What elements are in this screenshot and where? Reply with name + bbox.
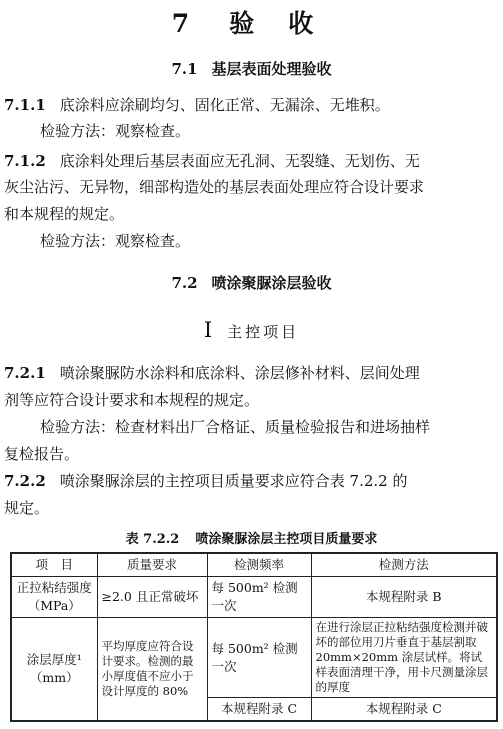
clause-text-line: 规定。	[4, 499, 50, 517]
clause-text-line: 灰尘沾污、无异物，细部构造处的基层表面处理应符合设计要求	[4, 178, 425, 196]
section-number: 7.1	[171, 60, 198, 78]
inspection-method: 检验方法：观察检查。	[40, 232, 191, 250]
chapter-number: 7	[171, 9, 192, 38]
table-cell-requirement: ≥2.0 且正常破坏	[97, 577, 207, 618]
table-row	[11, 577, 497, 618]
clause-text: 底涂料应涂刷均匀、固化正常、无漏涂、无堆积。	[59, 96, 390, 114]
section-heading-7-2	[0, 272, 503, 293]
table-cell-requirement: 平均厚度应符合设计要求。检测的最小厚度值不应小于设计厚度的 80%	[97, 618, 207, 722]
table-cell-method: 本规程附录 C	[311, 698, 497, 722]
table-header-row	[11, 553, 497, 577]
clause-number: 7.1.1	[4, 96, 46, 114]
subsection-heading	[0, 318, 503, 342]
chapter-title-char: 收	[288, 9, 316, 38]
table-caption	[0, 528, 503, 547]
clause-text: 底涂料处理后基层表面应无孔洞、无裂缝、无划伤、无	[59, 152, 420, 170]
column-header: 项 目	[11, 553, 97, 577]
clause-text: 喷涂聚脲防水涂料和底涂料、涂层修补材料、层间处理	[59, 364, 420, 382]
clause-7-1-1	[4, 94, 390, 115]
inspection-method-line: 复检报告。	[4, 445, 80, 463]
section-title: 基层表面处理验收	[211, 60, 332, 78]
section-title: 喷涂聚脲涂层验收	[211, 274, 332, 292]
inspection-method: 检验方法：观察检查。	[40, 122, 191, 140]
clause-text-line: 剂等应符合设计要求和本规程的规定。	[4, 391, 260, 409]
clause-number: 7.1.2	[4, 152, 46, 170]
table-cell-method: 在进行涂层正拉粘结强度检测并破坏的部位用刀片垂直于基层割取 20mm×20mm 涂层试样。将试样表面清理干净，用卡尺测量涂层的厚度	[311, 618, 497, 698]
clause-text: 喷涂聚脲涂层的主控项目质量要求应符合表 7.2.2 的	[59, 472, 408, 490]
column-header: 质量要求	[97, 553, 207, 577]
clause-text-line: 和本规程的规定。	[4, 205, 125, 223]
table-cell-frequency: 每 500m² 检测一次	[207, 618, 311, 698]
column-header: 检测频率	[207, 553, 311, 577]
column-header: 检测方法	[311, 553, 497, 577]
section-number: 7.2	[171, 274, 198, 292]
quality-requirements-table	[10, 552, 498, 722]
subsection-roman-numeral: Ⅰ	[203, 318, 216, 342]
clause-number: 7.2.1	[4, 364, 46, 382]
table-row	[11, 618, 497, 698]
table-cell-frequency: 每 500m² 检测一次	[207, 577, 311, 618]
clause-7-2-1	[4, 362, 420, 383]
section-heading-7-1	[0, 58, 503, 79]
chapter-title-char: 验	[229, 9, 257, 38]
clause-number: 7.2.2	[4, 472, 46, 490]
table-cell-method: 本规程附录 B	[311, 577, 497, 618]
table-cell-frequency: 本规程附录 C	[207, 698, 311, 722]
table-number: 表 7.2.2	[125, 532, 180, 547]
subsection-title: 主控项目	[227, 323, 300, 341]
chapter-title	[0, 4, 503, 40]
table-cell-item: 涂层厚度¹（mm）	[11, 618, 97, 722]
inspection-method: 检验方法：检查材料出厂合格证、质量检验报告和进场抽样	[40, 418, 431, 436]
clause-7-2-2	[4, 470, 407, 491]
table-cell-item: 正拉粘结强度（MPa）	[11, 577, 97, 618]
table-title: 喷涂聚脲涂层主控项目质量要求	[195, 532, 378, 547]
clause-7-1-2	[4, 150, 420, 171]
